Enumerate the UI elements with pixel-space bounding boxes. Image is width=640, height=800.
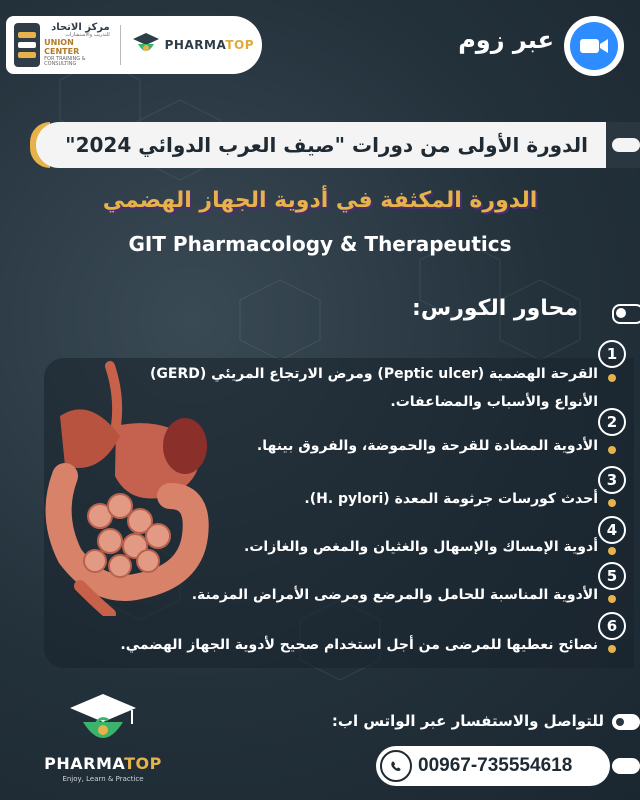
course-axes-title: محاور الكورس: bbox=[412, 296, 578, 321]
contact-toggle-icon bbox=[612, 712, 640, 732]
whatsapp-contact-label: للتواصل والاستفسار عبر الواتس اب: bbox=[331, 712, 604, 730]
axis-item-5: الأدوية المناسبة للحامل والمرضع ومرضى الأمراض المزمنة. bbox=[191, 587, 598, 603]
via-zoom-label: عبر زوم bbox=[458, 26, 554, 54]
axis-number-6: 6 bbox=[598, 612, 626, 640]
pharmatop-small-prefix: PHARMA bbox=[164, 38, 226, 52]
pharmatop-small-suffix: TOP bbox=[225, 38, 254, 52]
whatsapp-icon bbox=[380, 750, 412, 782]
brand-suffix: TOP bbox=[124, 754, 162, 773]
axis-item-1-line1: القرحة الهضمية (Peptic ulcer) ومرض الارتجاع المريئي (GERD) bbox=[150, 366, 598, 382]
headline-title: الدورة الأولى من دورات "صيف العرب الدوائي 2024" bbox=[65, 133, 588, 157]
axis-item-4: أدوية الإمساك والإسهال والغثيان والمغص والغازات. bbox=[244, 539, 598, 555]
headline-banner-tab bbox=[606, 122, 640, 168]
axis-number-3: 3 bbox=[598, 466, 626, 494]
axis-item-1-line2: الأنواع والأسباب والمضاعفات. bbox=[390, 393, 598, 410]
brand-tagline: Enjoy, Learn & Practice bbox=[62, 775, 144, 783]
axis-number-4: 4 bbox=[598, 516, 626, 544]
axis-bullet-2 bbox=[608, 446, 616, 454]
video-camera-icon bbox=[579, 36, 609, 56]
union-center-logo bbox=[14, 22, 110, 67]
course-title-arabic: الدورة المكثفة في أدوية الجهاز الهضمي bbox=[102, 188, 538, 213]
union-center-mark-icon bbox=[14, 23, 40, 67]
axis-bullet-6 bbox=[608, 645, 616, 653]
headline-banner bbox=[36, 122, 606, 168]
axis-item-6: نصائح نعطيها للمرضى من أجل استخدام صحيح لأدوية الجهاز الهضمي. bbox=[120, 637, 598, 653]
axis-bullet-3 bbox=[608, 499, 616, 507]
union-logo-arabic-sub: للتدريب والاستشارات bbox=[65, 32, 110, 39]
zoom-logo bbox=[564, 16, 624, 76]
axis-item-1 bbox=[38, 364, 598, 413]
union-logo-arabic: مركز الاتحاد bbox=[51, 22, 110, 34]
whatsapp-phone-number[interactable]: 00967-735554618 bbox=[418, 755, 573, 776]
whatsapp-phone-pill[interactable] bbox=[376, 746, 610, 786]
course-title-english: GIT Pharmacology & Therapeutics bbox=[128, 232, 512, 256]
pharmatop-brand-name bbox=[38, 754, 168, 773]
logo-divider bbox=[120, 25, 121, 65]
graduation-mortar-icon bbox=[131, 30, 161, 60]
axis-number-1: 1 bbox=[598, 340, 626, 368]
union-logo-english: UNION CENTER bbox=[44, 37, 80, 56]
partner-logos-box bbox=[6, 16, 262, 74]
axes-toggle-icon bbox=[606, 300, 640, 324]
pharmatop-logo-small bbox=[131, 30, 254, 60]
axis-bullet-5 bbox=[608, 595, 616, 603]
axis-item-2: الأدوية المضادة للقرحة والحموضة، والفروق بينها. bbox=[256, 438, 598, 454]
axis-number-2: 2 bbox=[598, 408, 626, 436]
axis-bullet-4 bbox=[608, 547, 616, 555]
phone-toggle-icon bbox=[612, 746, 640, 786]
axis-item-3: أحدث كورسات جرثومة المعدة (H. pylori). bbox=[304, 491, 598, 507]
axis-bullet-1 bbox=[608, 374, 616, 382]
brand-prefix: PHARMA bbox=[44, 754, 125, 773]
axis-number-5: 5 bbox=[598, 562, 626, 590]
union-logo-english-sub: FOR TRAINING & CONSULTING bbox=[44, 55, 86, 68]
